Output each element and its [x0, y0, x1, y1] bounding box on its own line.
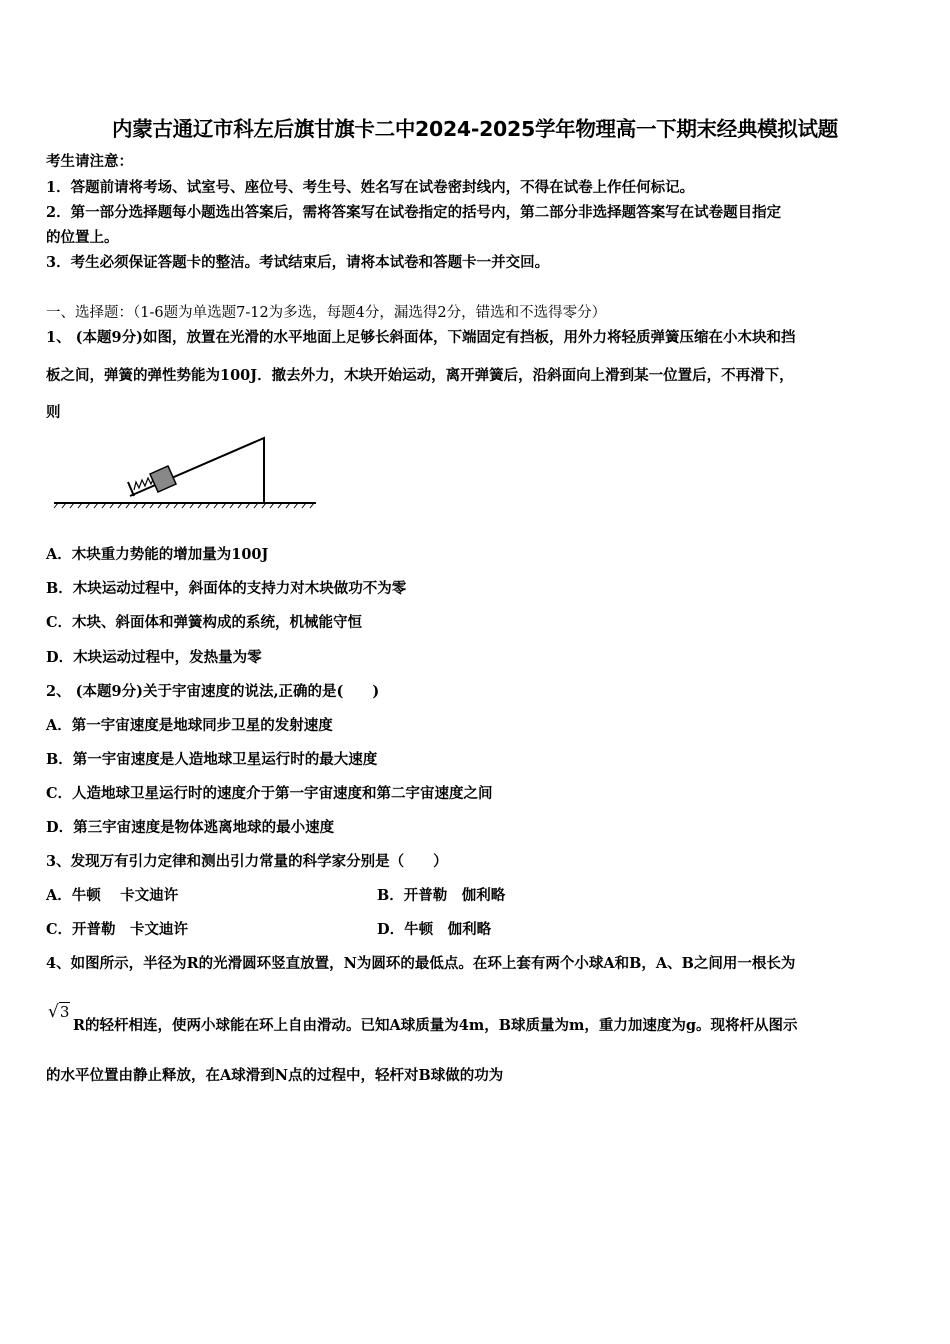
q3-stem: 3、发现万有引力定律和测出引力常量的科学家分别是（ ） [46, 853, 448, 870]
notice-item: 的位置上。 [46, 229, 119, 246]
q1-option-b: B．木块运动过程中，斜面体的支持力对木块做功不为零 [46, 580, 407, 597]
section-heading: 一、选择题：（1-6题为单选题7-12为多选，每题4分，漏选得2分，错选和不选得零分） [46, 305, 607, 321]
spring-coil [134, 477, 154, 490]
q1-option-a: A．木块重力势能的增加量为100J [46, 546, 269, 563]
q2-option-c: C．人造地球卫星运行时的速度介于第一宇宙速度和第二宇宙速度之间 [46, 785, 493, 802]
q3-option-b: B．开普勒 伽利略 [377, 887, 506, 904]
q1-stem-line: 1、 (本题9分)如图，放置在光滑的水平地面上足够长斜面体，下端固定有挡板，用外力将轻质弹簧压缩在小木块和挡 [46, 329, 796, 346]
notice-heading: 考生请注意： [46, 153, 133, 170]
sqrt-radical: √ [48, 1002, 59, 1022]
q1-stem-line: 板之间，弹簧的弹性势能为100J．撤去外力，木块开始运动，离开弹簧后，沿斜面向上滑到某一位置后，不再滑下， [46, 367, 794, 384]
q2-option-d: D．第三宇宙速度是物体逃离地球的最小速度 [46, 819, 335, 836]
q4-stem-line: R的轻杆相连，使两小球能在环上自由滑动。已知A球质量为4m，B球质量为m，重力加速度为g。现将杆从图示 [73, 1017, 798, 1034]
notice-item: 3．考生必须保证答题卡的整洁。考试结束后，请将本试卷和答题卡一并交回。 [46, 254, 550, 271]
q2-option-a: A．第一宇宙速度是地球同步卫星的发射速度 [46, 717, 333, 734]
q4-stem-line: 的水平位置由静止释放，在A球滑到N点的过程中，轻杆对B球做的功为 [46, 1067, 504, 1084]
wooden-block [150, 466, 176, 492]
notice-item: 2．第一部分选择题每小题选出答案后，需将答案写在试卷指定的括号内，第二部分非选择题答案写在试卷题目指定 [46, 204, 782, 221]
notice-item: 1．答题前请将考场、试室号、座位号、考生号、姓名写在试卷密封线内，不得在试卷上作任何标记。 [46, 179, 695, 196]
q3-option-a: A．牛顿 卡文迪许 [46, 887, 179, 904]
incline-slope [130, 438, 264, 503]
q1-option-d: D．木块运动过程中，发热量为零 [46, 649, 262, 666]
sqrt3-symbol [48, 1002, 70, 1022]
incline-figure [44, 432, 324, 512]
q4-stem-line: 4、如图所示，半径为R的光滑圆环竖直放置，N为圆环的最低点。在环上套有两个小球A和B，A、B之间用一根长为 [46, 955, 796, 972]
q3-option-c: C．开普勒 卡文迪许 [46, 921, 189, 938]
q2-option-b: B．第一宇宙速度是人造地球卫星运行时的最大速度 [46, 751, 378, 768]
q3-option-d: D．牛顿 伽利略 [377, 921, 492, 938]
q1-stem-line: 则 [46, 404, 61, 421]
q1-option-c: C．木块、斜面体和弹簧构成的系统，机械能守恒 [46, 614, 363, 631]
stopper-plate [128, 482, 134, 496]
q2-stem: 2、 (本题9分)关于宇宙速度的说法,正确的是( ) [46, 683, 380, 700]
sqrt-radicand: 3 [59, 1003, 70, 1021]
page-title: 内蒙古通辽市科左后旗甘旗卡二中2024-2025学年物理高一下期末经典模拟试题 [112, 117, 838, 141]
